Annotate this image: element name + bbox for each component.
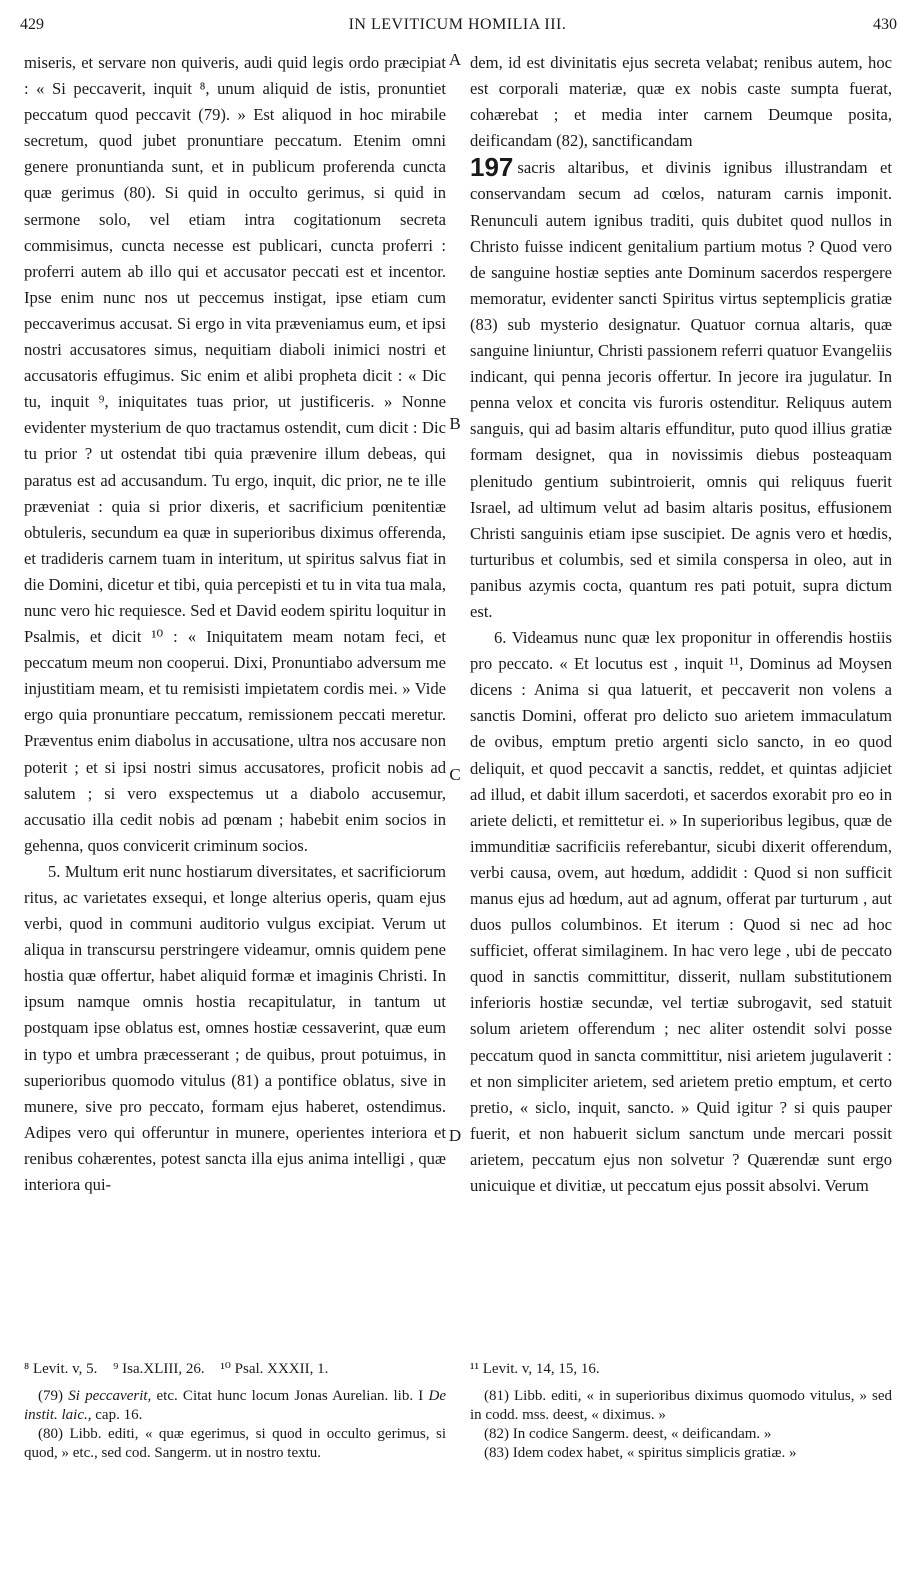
left-paragraph-2: 5. Multum erit nunc hostiarum diversitates, et sacrificiorum ritus, ac varietates exsequi, et longe alterius operis, quam ejus verbi, quod in communi auditorio vulgus excipiat. Verum ut aliqua in transcursu perstringere videamur, omnis quidem pene hostia quæ offertur, habet aliquid formæ et imaginis Christi. In ipsum namque omnis hostia recapitulatur, in tantum ut postquam ipse oblatus est, omnes hostiæ cessaverint, quæ eum in typo et umbra præcesserant ; de quibus, prout potuimus, in superioribus quomodo vitulus (81) a pontifice oblatus, sive in munere, sive pro peccato, formam ejus haberet, ostendimus. Adipes vero qui offeruntur in munere, operientes interiora et renibus cohærentes, potest sancta illa ejus anima intelligi , quæ interiora qui- <box>24 861 446 1195</box>
scripture-refs-left <box>24 1360 446 1379</box>
left-column <box>24 50 446 1198</box>
scripture-ref: ¹¹ Levit. v, 14, 15, 16. <box>470 1361 600 1377</box>
footnotes-left <box>24 1360 446 1463</box>
margin-mark-a: A <box>448 50 462 69</box>
margin-mark-b: B <box>449 414 461 433</box>
right-column <box>470 50 892 1199</box>
left-paragraph-1: miseris, et servare non quiveris, audi quid legis ordo præcipiat : « Si peccaverit, inquit ⁸, unum aliquid de istis, pronuntiet peccatum quod peccavit (79). » Est aliquod in hoc mirabile secretum, quod jubet pronuntiare peccatum. Etenim omni genere pronuntianda sunt, et in publicum proferenda cuncta quæ gerimus (80). Si quid in occulto gerimus, si quid in sermone solo, vel etiam intra cogitationum secreta commisimus, cuncta necesse est publicari, cuncta proferri : proferri autem ab illo qui et accusator peccati est et incentor. Ipse enim nunc nos ut peccemus instigat, ipse etiam cum peccaverimus accusat. Si ergo in vita præveniamus eum, et ipsi nostri accusatores simus, nequitiam diaboli inimici nostri et accusatoris effugimus. Sic enim et alibi propheta dicit : « Dic tu, inquit ⁹, iniquitates tuas prior, ut justificeris. » Nonne evidenter mysterium de quo tractamus ostendit, cum dicit : Dic tu prior ? ut ostendat tibi quia prævenire illum debeas, qui paratus est ad accusandum. Tu ergo, inquit, dic prior, ne te ille præveniat : quia si prior dixeris, et sacrificium pœnitentiæ obtuleris, secundum ea quæ in superioribus diximus offerenda, et tradideris carnem tuam in interitum, ut spiritus salvus fiat in die Domini, dicetur et tibi, quia percepisti et tu in vita tua mala, nunc vero hic requiesce. Sed et David eodem spiritu loquitur in Psalmis, et dicit ¹⁰ : « Iniquitatem meam notam feci, et peccatum meum non cooperui. Dixi, Pronuntiabo adversum me injustitiam meam, et tu remisisti impietatem cordis mei. » Vide ergo quia pronuntiare peccatum, remissionem peccati meretur. Præventus enim diabolus in accusatione, ultra nos accusare non poterit ; et si ipsi nostri simus accusatores, proficit nobis ad salutem ; si vero exspectemus ut a diabolo accusemur, accusatio illa cedit nobis ad pœnam ; habebit enim socios in gehenna, quos convicerit criminum socios. <box>24 53 446 855</box>
margin-mark-c: C <box>449 765 461 784</box>
page-number-left: 429 <box>20 16 44 33</box>
scripture-ref: ⁹ Isa.XLIII, 26. <box>113 1361 205 1377</box>
footnote-81: (81) Libb. editi, « in superioribus diximus quomodo vitulus, » sed in codd. mss. deest, « diximus. » <box>470 1388 892 1423</box>
section-number: 197 <box>470 152 514 183</box>
page-number-right: 430 <box>873 16 897 33</box>
right-paragraph-1: dem, id est divinitatis ejus secreta velabat; renibus autem, hoc est corporali materiæ, quæ ex nobis caste sumpta fuerat, cohærebat ; et media inter carnem Deumque posita, deificandam (82), sanctificandam <box>470 53 892 151</box>
right-paragraph-2 <box>470 154 892 625</box>
scripture-ref: ⁸ Levit. v, 5. <box>24 1361 98 1377</box>
scripture-ref: ¹⁰ Psal. XXXII, 1. <box>220 1361 329 1377</box>
footnote-82: (82) In codice Sangerm. deest, « deificandam. » <box>484 1426 772 1442</box>
running-head: IN LEVITICUM HOMILIA III. <box>348 16 567 33</box>
footnote-80: (80) Libb. editi, « quæ egerimus, si quod in occulto gerimus, si quod, » etc., sed cod. Sangerm. ut in nostro textu. <box>24 1426 446 1461</box>
margin-mark-d: D <box>448 1126 462 1145</box>
footnotes-right <box>470 1360 892 1463</box>
scripture-refs-right <box>470 1360 892 1379</box>
right-paragraph-2-text: sacris altaribus, et divinis ignibus illustrandam et conservandam secum ad cœlos, naturam carnis imponit. Renunculi autem ignibus traditi, quis dubitet quod nullos in Christo fuisse indicent genitalium partium motus ? Quod vero de sanguine hostiæ septies ante Dominum sacerdos respergere memoratur, evidenter sancti Spiritus virtus septemplicis gratiæ (83) sub mysterio designatur. Quatuor cornua altaris, quæ sanguine liniuntur, Christi passionem referri quatuor Evangeliis indicant, qui penna jecoris offertur. In jecore ira jugulatur. In penna velox et concita vis furoris ostenditur. Reliquus autem sanguis, qui ad basim altaris effunditur, puto quod illius gratiæ formam designet, qua in novissimis diebus posteaquam plenitudo gentium subintroierit, omnis qui reliquus fuerit Israel, ad ultimum velut ad basim altaris positus, effusionem Christi sanguinis etiam ipse suscipiet. De agnis vero et hœdis, turturibus et columbis, sed et simila conspersa in oleo, aut in panibus azymis cocta, quantum res pati potuit, supra dictum est. <box>470 158 892 621</box>
footnote-79: (79) Si peccaverit, etc. Citat hunc locum Jonas Aurelian. lib. I De instit. laic., cap. 16. <box>24 1388 446 1423</box>
right-paragraph-3: 6. Videamus nunc quæ lex proponitur in offerendis hostiis pro peccato. « Et locutus est , inquit ¹¹, Dominus ad Moysen dicens : Anima si qua latuerit, et peccaverit non volens a sanctis Domini, offerat pro delicto suo arietem immaculatum de ovibus, emptum pretio argenti siclo sancto, in eo quod deliquit, et quod peccavit a sanctis, reddet, et quintas adjiciet ad illud, et dabit illum sacerdoti, et sacerdos exorabit pro eo in ariete delicti, et remittetur ei. » In superioribus legibus, quæ de immunditiæ sacrificiis referebantur, sicubi dixerit offerendum, verbi causa, ovem, aut hœdum, addidit : Quod si non sufficit manus ejus ad hœdum, aut ad agnum, offerat par turturum , aut duos pullos columbinos. Et iterum : Quod si nec ad hoc sufficiet, offerat similaginem. In hac vero lege , ubi de peccato quod in sanctis committitur, disserit, nullam substitutionem inferioris hostiæ secundæ, vel tertiæ subrogavit, sed statuit solum arietem offerendum ; nec aliter ostendit solvi posse peccatum quod in sancta committitur, nisi arietem jugulaverit : et non simpliciter arietem, sed arietem pretio emptum, et certo pretio, « siclo, inquit, sancto. » Quid igitur ? si quis pauper fuerit, et non habuerit siclum sanctum unde mercari possit arietem, peccatum ejus non solvetur ? Quærendæ sunt ergo unicuique et divitiæ, ut peccatum ejus possit absolvi. Verum <box>470 628 892 1196</box>
footnote-83: (83) Idem codex habet, « spiritus simplicis gratiæ. » <box>484 1445 797 1461</box>
